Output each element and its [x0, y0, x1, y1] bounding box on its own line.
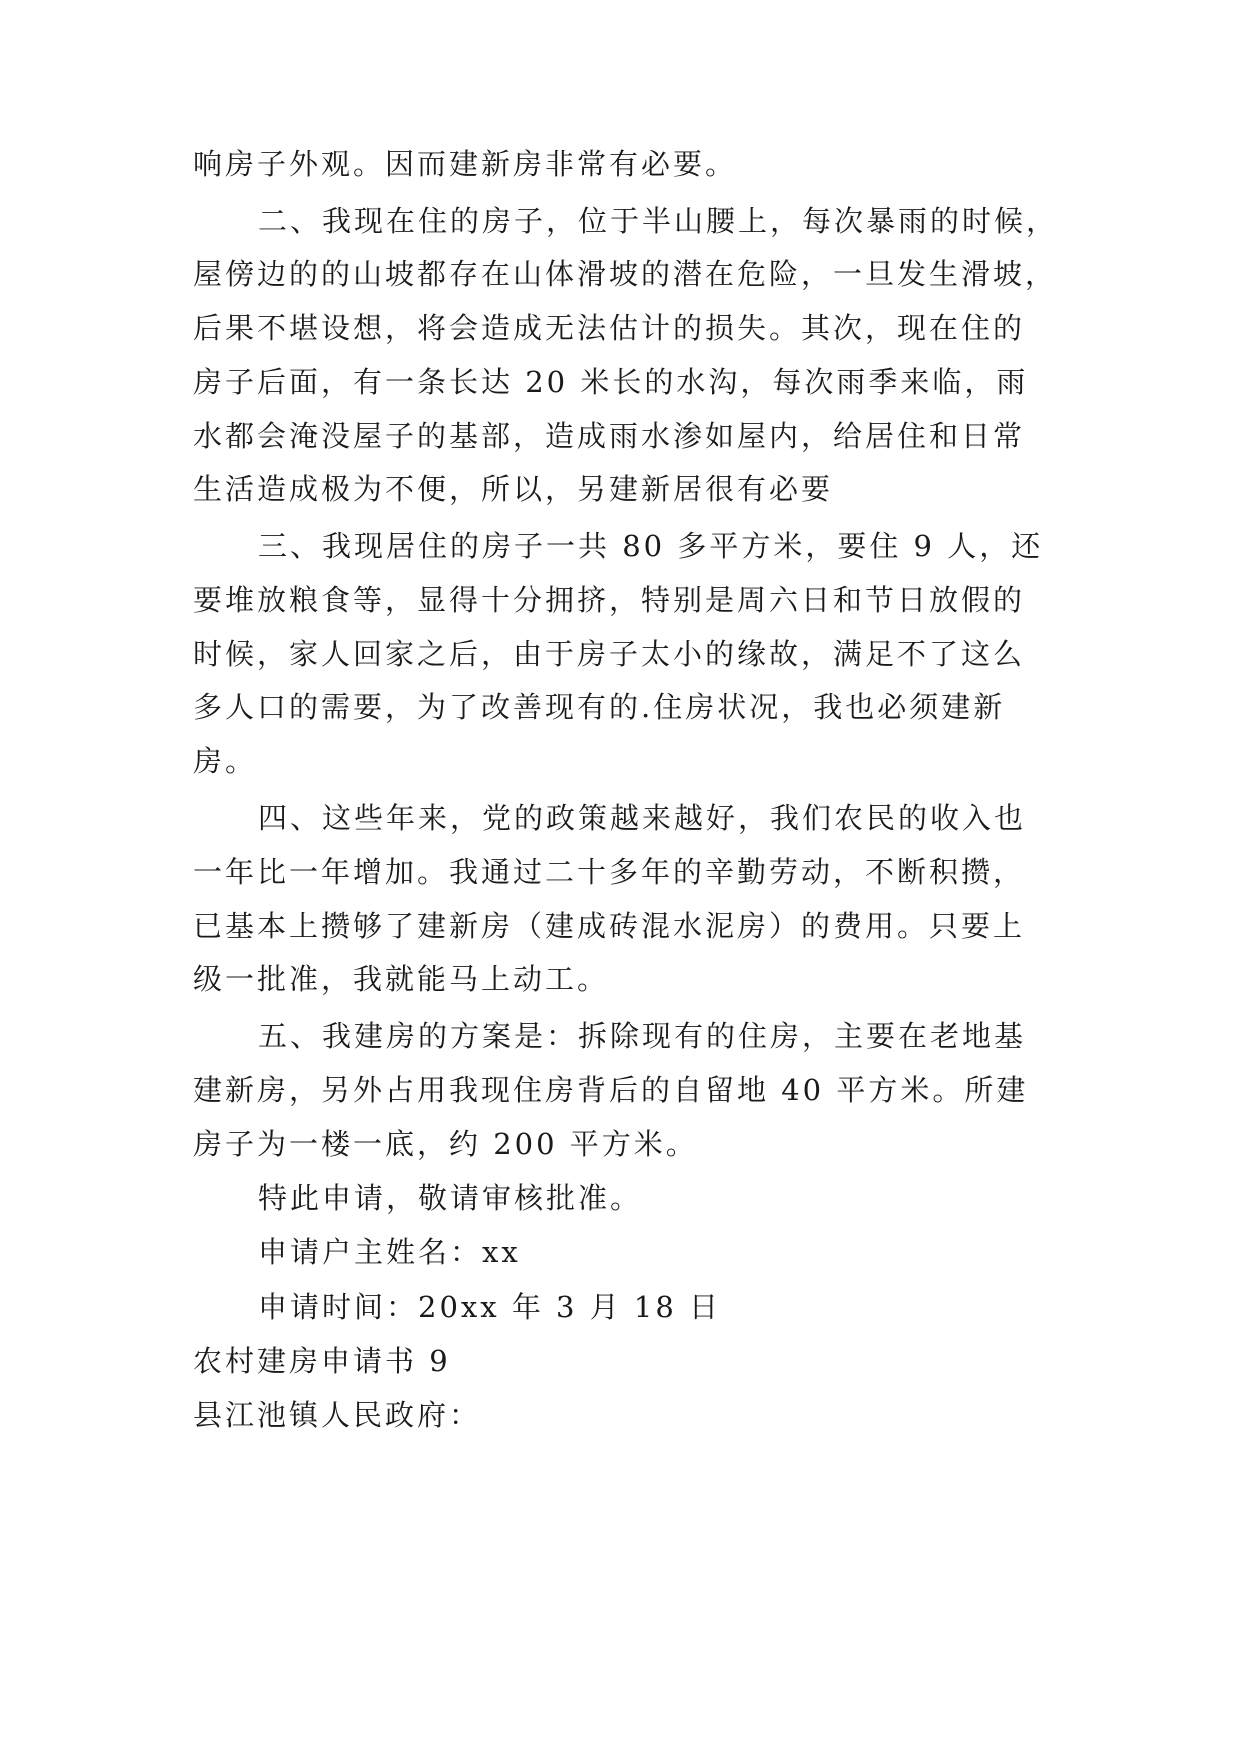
- paragraph-line: 屋傍边的的山坡都存在山体滑坡的潜在危险，一旦发生滑坡，: [193, 257, 1058, 291]
- paragraph-line: 已基本上攒够了建新房（建成砖混水泥房）的费用。只要上: [193, 909, 1026, 943]
- paragraph-line: 后果不堪设想，将会造成无法估计的损失。其次，现在住的: [193, 311, 1026, 345]
- closing-line: 特此申请，敬请审核批准。: [258, 1181, 643, 1215]
- paragraph-line: 时候，家人回家之后，由于房子太小的缘故，满足不了这么: [193, 637, 1026, 671]
- paragraph-line: 响房子外观。因而建新房非常有必要。: [193, 147, 738, 181]
- paragraph-line: 三、我现居住的房子一共 80 多平方米，要住 9 人，还: [258, 529, 1044, 563]
- applicant-name-line: 申请户主姓名：xx: [258, 1235, 521, 1269]
- paragraph-line: 要堆放粮食等，显得十分拥挤，特别是周六日和节日放假的: [193, 583, 1026, 617]
- paragraph-line: 多人口的需要，为了改善现有的.住房状况，我也必须建新: [193, 690, 1006, 724]
- paragraph-line: 房。: [193, 744, 258, 778]
- addressee-line: 县江池镇人民政府：: [193, 1398, 482, 1432]
- application-date-line: 申请时间：20xx 年 3 月 18 日: [258, 1290, 722, 1324]
- paragraph-line: 房子为一楼一底，约 200 平方米。: [193, 1127, 698, 1161]
- paragraph-line: 生活造成极为不便，所以，另建新居很有必要: [193, 472, 834, 506]
- paragraph-line: 四、这些年来，党的政策越来越好，我们农民的收入也: [258, 801, 1027, 835]
- section-title: 农村建房申请书 9: [193, 1344, 451, 1378]
- paragraph-line: 房子后面，有一条长达 20 米长的水沟，每次雨季来临，雨: [193, 365, 1029, 399]
- paragraph-line: 级一批准，我就能马上动工。: [193, 962, 610, 996]
- paragraph-line: 五、我建房的方案是：拆除现有的住房，主要在老地基: [258, 1019, 1027, 1053]
- paragraph-line: 一年比一年增加。我通过二十多年的辛勤劳动，不断积攒，: [193, 855, 1026, 889]
- paragraph-line: 建新房，另外占用我现住房背后的自留地 40 平方米。所建: [193, 1073, 1029, 1107]
- paragraph-line: 二、我现在住的房子，位于半山腰上，每次暴雨的时候，: [258, 204, 1059, 238]
- paragraph-line: 水都会淹没屋子的基部，造成雨水渗如屋内，给居住和日常: [193, 419, 1026, 453]
